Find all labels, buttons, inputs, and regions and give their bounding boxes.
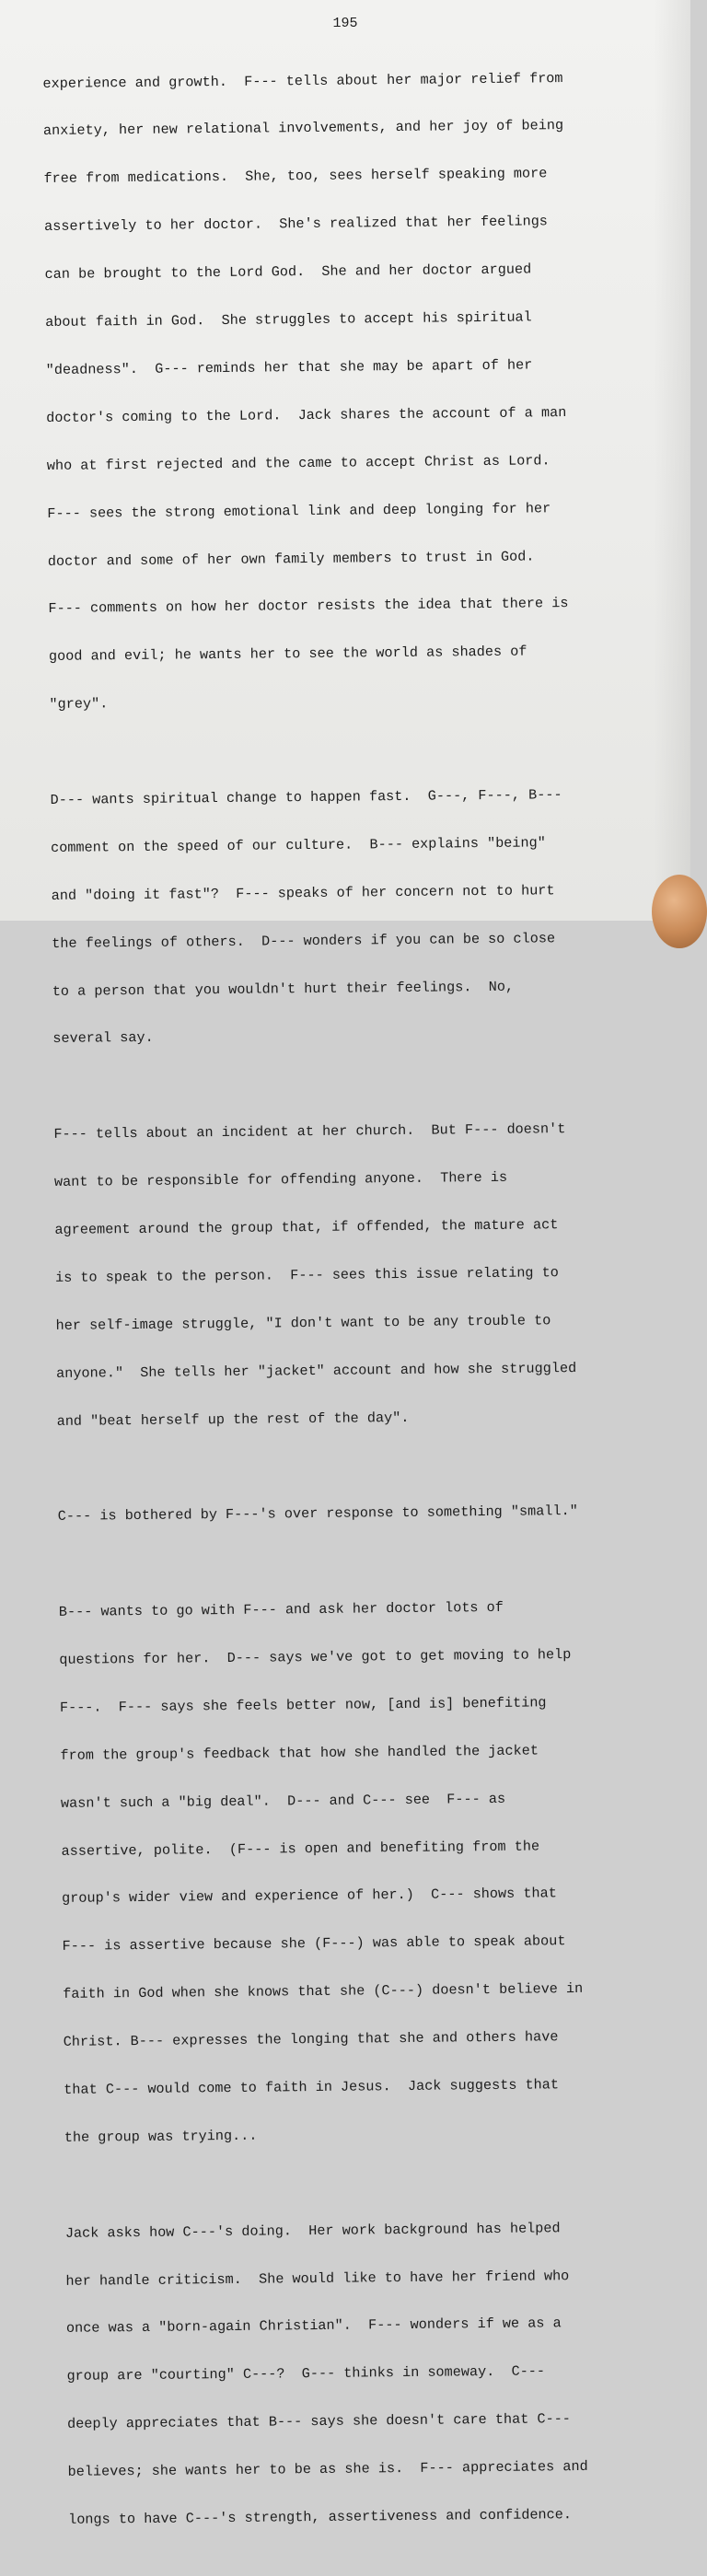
text-line: her self-image struggle, "I don't want to be any trouble to xyxy=(55,1312,551,1334)
text-line: that C--- would come to faith in Jesus. Jack suggests that xyxy=(64,2076,560,2098)
text-line: want to be responsible for offending anyone. There is xyxy=(53,1168,508,1191)
text-line: doctor and some of her own family members to trust in God. xyxy=(47,547,535,570)
text-line: F--- is assertive because she (F---) was able to speak about xyxy=(62,1932,566,1955)
text-line: questions for her. D--- says we've got to get moving to help xyxy=(59,1646,572,1668)
body-text xyxy=(42,38,666,2576)
text-line: the feelings of others. D--- wonders if you can be so close xyxy=(52,929,556,952)
text-line: longs to have C---'s strength, assertiveness and confidence. xyxy=(68,2506,573,2528)
text-line: Jack asks how C---'s doing. Her work background has helped xyxy=(64,2219,561,2242)
paragraph-1 xyxy=(42,38,646,745)
text-line: C--- is bothered by F---'s over response to something "small." xyxy=(57,1503,578,1526)
paragraph-5 xyxy=(58,1567,661,2178)
paragraph-4 xyxy=(57,1471,655,1557)
text-line: her handle criticism. She would like to have her friend who xyxy=(65,2267,570,2290)
text-line: faith in God when she knows that she (C---) doesn't believe in xyxy=(63,1980,584,2003)
text-line: doctor's coming to the Lord. Jack shares the account of a man xyxy=(46,403,567,426)
text-line: who at first rejected and the came to accept Christ as Lord. xyxy=(46,451,551,474)
text-line: F---. F--- says she feels better now, [and is] benefiting xyxy=(59,1694,547,1716)
text-line: once was a "born-again Christian". F--- wonders if we as a xyxy=(65,2315,562,2338)
page-number: 195 xyxy=(332,16,358,31)
text-line: to a person that you wouldn't hurt their feelings. No, xyxy=(52,978,515,1000)
text-line: group are "courting" C---? G--- thinks in someway. C--- xyxy=(66,2362,546,2385)
text-line: believes; she wants her to be as she is. F--- appreciates and xyxy=(67,2458,588,2480)
text-line: wasn't such a "big deal". D--- and C--- see F--- as xyxy=(60,1790,506,1812)
text-line: from the group's feedback that how she handled the jacket xyxy=(60,1742,539,1764)
text-line: free from medications. She, too, sees herself speaking more xyxy=(43,165,548,188)
text-line: F--- tells about an incident at her church. But F--- doesn't xyxy=(53,1120,566,1143)
text-line: anxiety, her new relational involvements, and her joy of being xyxy=(42,117,564,140)
text-line: "grey". xyxy=(49,695,109,714)
text-line: B--- wants to go with F--- and ask her doctor lots of xyxy=(58,1598,504,1620)
text-line: is to speak to the person. F--- sees this issue relating to xyxy=(54,1264,559,1286)
thumb-holding-page xyxy=(652,875,707,948)
page-edge-shadow xyxy=(654,0,690,921)
text-line: group's wider view and experience of her.) C--- shows that xyxy=(62,1885,557,1908)
text-line: good and evil; he wants her to see the world as shades of xyxy=(48,643,527,666)
text-line: and "doing it fast"? F--- speaks of her concern not to hurt xyxy=(51,881,555,904)
text-line: deeply appreciates that B--- says she doesn't care that C--- xyxy=(66,2410,571,2433)
text-line: the group was trying... xyxy=(64,2127,258,2146)
text-line: assertively to her doctor. She's realized that her feelings xyxy=(43,213,548,236)
text-line: D--- wants spiritual change to happen fast. G---, F---, B--- xyxy=(50,786,562,808)
paragraph-2 xyxy=(50,755,650,1080)
text-line: F--- sees the strong emotional link and deep longing for her xyxy=(47,499,551,522)
text-line: agreement around the group that, if offended, the mature act xyxy=(54,1216,559,1238)
text-line: comment on the speed of our culture. B--- explains "being" xyxy=(51,834,546,856)
text-line: assertive, polite. (F--- is open and benefiting from the xyxy=(61,1837,540,1860)
text-line: F--- comments on how her doctor resists the idea that there is xyxy=(48,595,569,618)
text-line: "deadness". G--- reminds her that she may be apart of her xyxy=(45,356,533,378)
text-line: and "beat herself up the rest of the day". xyxy=(56,1409,410,1430)
text-line: experience and growth. F--- tells about her major relief from xyxy=(42,69,563,92)
paragraph-6 xyxy=(64,2187,665,2560)
text-line: about faith in God. She struggles to accept his spiritual xyxy=(45,308,532,331)
text-line: anyone." She tells her "jacket" account and how she struggled xyxy=(56,1359,577,1382)
paragraph-3 xyxy=(53,1089,654,1462)
text-line: several say. xyxy=(52,1029,154,1048)
text-line: Christ. B--- expresses the longing that she and others have xyxy=(63,2028,559,2050)
text-line: can be brought to the Lord God. She and her doctor argued xyxy=(44,261,532,284)
